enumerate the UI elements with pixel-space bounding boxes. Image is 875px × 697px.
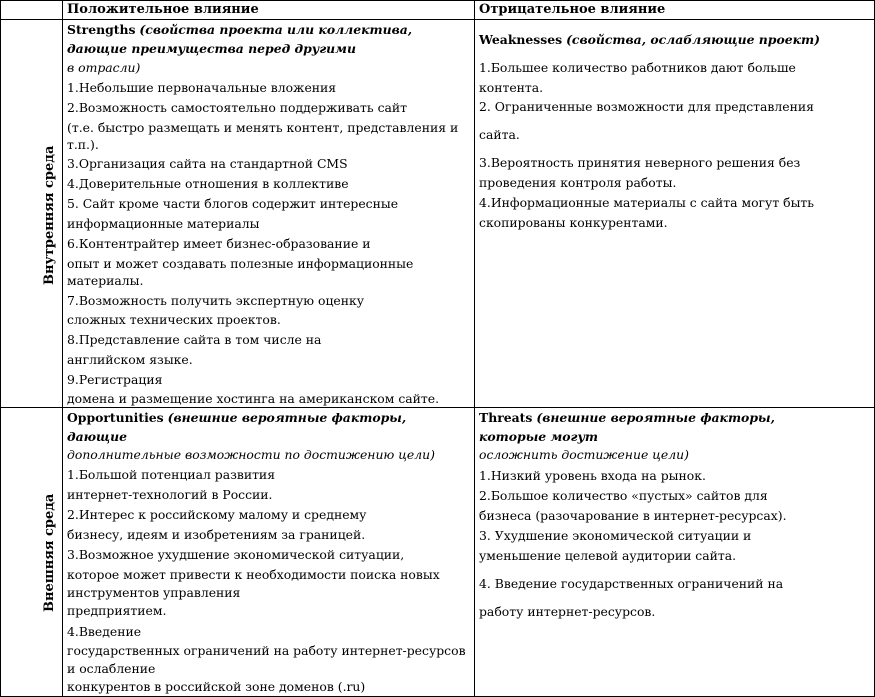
opportunities-subtitle-2: дающие: [67, 429, 127, 444]
weaknesses-line: 4.Информационные материалы с сайта могут быть: [479, 195, 815, 210]
strengths-line: 2.Возможность самостоятельно поддерживать сайт: [67, 100, 408, 115]
weaknesses-subtitle: (свойства, ослабляющие проект): [566, 32, 820, 47]
side-label-external: Внешняя среда: [42, 493, 57, 612]
strengths-line: (т.е. быстро размещать и менять контент, представления и: [67, 120, 459, 135]
opportunities-line: инструментов управления: [67, 585, 241, 600]
table-border-left: [0, 0, 1, 697]
threats-line: 3. Ухудшение экономической ситуации и: [479, 528, 752, 543]
opportunities-line: и ослабление: [67, 661, 156, 676]
side-label-internal: Внутренняя среда: [42, 145, 57, 285]
opportunities-line: конкурентов в российской зоне доменов (.ru): [67, 679, 366, 694]
threats-line: 2.Большое количество «пустых» сайтов для: [479, 488, 768, 503]
threats-cell: [479, 408, 872, 695]
strengths-title: Strengths: [67, 22, 136, 37]
strengths-line: домена и размещение хостинга на американском сайте.: [67, 391, 440, 406]
weaknesses-cell: [479, 20, 872, 406]
threats-line: 4. Введение государственных ограничений на: [479, 576, 784, 591]
weaknesses-line: 3.Вероятность принятия неверного решения без: [479, 155, 801, 170]
strengths-line: 7.Возможность получить экспертную оценку: [67, 293, 365, 308]
opportunities-title: Opportunities: [67, 410, 164, 425]
weaknesses-line: сайта.: [479, 127, 520, 142]
opportunities-line: интернет-технологий в России.: [67, 487, 273, 502]
strengths-subtitle-2: дающие преимущества перед другими: [67, 41, 356, 56]
opportunities-line: 4.Введение: [67, 624, 142, 639]
opportunities-subtitle-3: дополнительные возможности по достижению цели): [67, 447, 435, 462]
strengths-line: опыт и может создавать полезные информационные: [67, 256, 414, 271]
weaknesses-line: 1.Большее количество работников дают больше: [479, 60, 796, 75]
weaknesses-line: проведения контроля работы.: [479, 175, 677, 190]
threats-line: работу интернет-ресурсов.: [479, 604, 656, 619]
opportunities-line: 2.Интерес к российскому малому и среднему: [67, 507, 367, 522]
weaknesses-line: скопированы конкурентами.: [479, 215, 668, 230]
weaknesses-line: контента.: [479, 80, 544, 95]
strengths-cell: [67, 20, 472, 406]
threats-subtitle-2: которые могут: [479, 429, 599, 444]
strengths-line: 5. Сайт кроме части блогов содержит интересные: [67, 196, 399, 211]
strengths-line: материалы.: [67, 273, 144, 288]
opportunities-line: бизнесу, идеям и изобретениям за границей.: [67, 527, 366, 542]
opportunities-subtitle-1: (внешние вероятные факторы,: [167, 410, 407, 425]
strengths-line: 6.Контентрайтер имеет бизнес-образование и: [67, 236, 371, 251]
opportunities-line: государственных ограничений на работу интернет-ресурсов: [67, 643, 466, 658]
threats-line: уменьшение целевой аудитории сайта.: [479, 548, 737, 563]
middle-column-divider: [474, 0, 475, 697]
strengths-line: 1.Небольшие первоначальные вложения: [67, 80, 337, 95]
strengths-subtitle-3: в отрасли): [67, 60, 141, 75]
weaknesses-title: Weaknesses: [479, 32, 563, 47]
opportunities-line: 1.Большой потенциал развития: [67, 467, 276, 482]
strengths-line: английском языке.: [67, 352, 193, 367]
weaknesses-line: 2. Ограниченные возможности для представления: [479, 99, 814, 114]
opportunities-line: которое может привести к необходимости поиска новых: [67, 567, 440, 582]
strengths-line: 9.Регистрация: [67, 372, 163, 387]
strengths-line: информационные материалы: [67, 216, 260, 231]
opportunities-cell: [67, 408, 472, 695]
threats-subtitle-3: осложнить достижение цели): [479, 447, 689, 462]
strengths-line: т.п.).: [67, 137, 99, 152]
strengths-line: сложных технических проектов.: [67, 312, 281, 327]
opportunities-line: предприятием.: [67, 603, 167, 618]
threats-subtitle-1: (внешние вероятные факторы,: [536, 410, 775, 425]
header-positive: Положительное влияние: [67, 2, 259, 17]
strengths-line: 8.Представление сайта в том числе на: [67, 332, 322, 347]
strengths-subtitle-1: (свойства проекта или коллектива,: [139, 22, 413, 37]
threats-line: 1.Низкий уровень входа на рынок.: [479, 468, 706, 483]
opportunities-line: 3.Возможное ухудшение экономической ситуации,: [67, 547, 405, 562]
side-column-divider: [62, 0, 63, 697]
threats-line: бизнеса (разочарование в интернет-ресурсах).: [479, 508, 787, 523]
threats-title: Threats: [479, 410, 533, 425]
strengths-line: 4.Доверительные отношения в коллективе: [67, 176, 349, 191]
strengths-line: 3.Организация сайта на стандартной CMS: [67, 156, 348, 171]
header-negative: Отрицательное влияние: [479, 2, 666, 17]
